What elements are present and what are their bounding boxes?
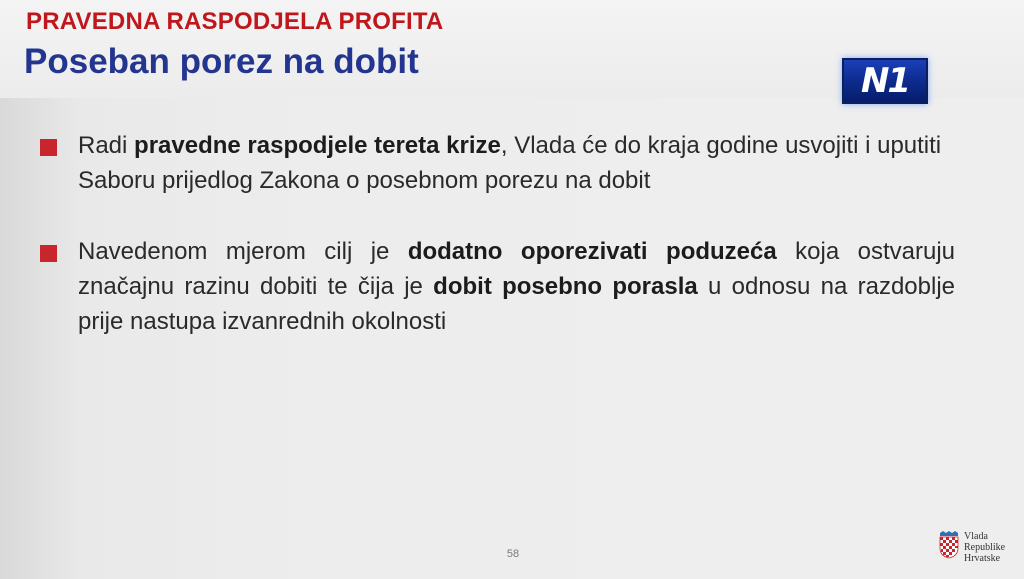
bullet-text-part: u odnosu na razdoblje prije nastupa izvanrednih okolnosti: [78, 273, 956, 335]
bullet-bold-text: dodatno oporezivati poduzeća: [407, 238, 777, 265]
bullet-bold-text: pravedne raspodjele tereta krize: [134, 132, 501, 159]
bullet-text-part: koja ostvaruju značajnu razinu dobiti te čija je: [78, 238, 955, 300]
slide-title: Poseban porez na dobit: [24, 42, 419, 81]
slide-supertitle: PRAVEDNA RASPODJELA PROFITA: [26, 8, 444, 35]
croatian-coat-of-arms-icon: [939, 531, 959, 559]
bullet-text-part: Navedenom mjerom cilj je: [78, 238, 408, 265]
bullet-text: [78, 234, 955, 339]
bullet-marker-icon: [40, 245, 57, 262]
n1-logo-text: N1: [860, 61, 910, 101]
government-logo: [939, 531, 1005, 564]
government-logo-line: Hrvatske: [964, 553, 1001, 564]
bullet-bold-text: dobit posebno porasla: [433, 273, 698, 300]
bullet-list: [40, 128, 955, 339]
bullet-item: [40, 234, 955, 339]
bullet-text: [78, 128, 955, 198]
bullet-marker-icon: [40, 139, 57, 156]
government-logo-line: Republike: [964, 542, 1006, 553]
n1-logo: [842, 58, 928, 104]
page-number: 58: [506, 548, 520, 560]
bullet-text-part: Radi: [78, 132, 135, 159]
government-logo-text: [964, 531, 1005, 564]
bullet-text-part: , Vlada će do kraja godine usvojiti i uputiti Saboru prijedlog Zakona o posebnom porezu na dobit: [78, 132, 942, 194]
government-logo-line: Vlada: [964, 531, 988, 542]
bullet-item: [40, 128, 955, 198]
